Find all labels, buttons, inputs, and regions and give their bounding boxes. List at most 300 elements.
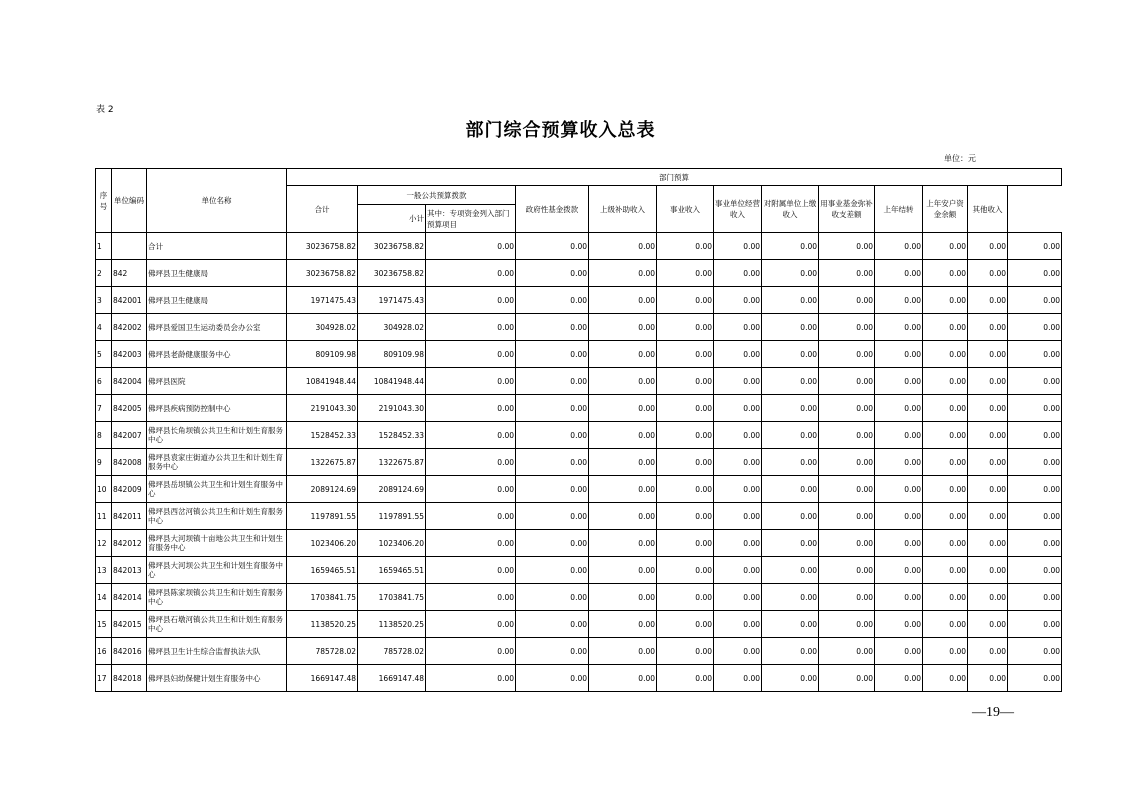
row-unit-name: 佛坪县石墩河镇公共卫生和计划生育服务中心 — [147, 611, 287, 638]
row-code: 842 — [112, 260, 147, 287]
row-amount: 1528452.33 — [287, 422, 358, 449]
row-seq: 4 — [96, 314, 112, 341]
row-seq: 14 — [96, 584, 112, 611]
row-amount: 0.00 — [923, 368, 968, 395]
row-amount: 0.00 — [968, 422, 1008, 449]
row-amount: 0.00 — [875, 530, 923, 557]
header-dept-budget: 部门预算 — [287, 169, 1062, 186]
row-code: 842005 — [112, 395, 147, 422]
header-general-budget: 一般公共预算拨款 — [358, 186, 516, 205]
row-amount: 0.00 — [875, 422, 923, 449]
row-amount: 0.00 — [819, 368, 875, 395]
row-amount: 0.00 — [714, 368, 762, 395]
row-amount: 0.00 — [657, 584, 714, 611]
row-amount: 0.00 — [657, 638, 714, 665]
row-amount: 0.00 — [762, 260, 819, 287]
row-amount: 0.00 — [1008, 557, 1062, 584]
row-amount: 0.00 — [714, 476, 762, 503]
row-amount: 0.00 — [589, 557, 657, 584]
row-amount: 0.00 — [516, 665, 589, 692]
row-amount: 0.00 — [714, 449, 762, 476]
row-special-fund: 0.00 — [426, 503, 516, 530]
row-amount: 0.00 — [657, 503, 714, 530]
row-amount: 0.00 — [589, 395, 657, 422]
row-amount: 0.00 — [589, 287, 657, 314]
row-amount: 2089124.69 — [358, 476, 426, 503]
row-amount: 0.00 — [968, 368, 1008, 395]
table-row — [96, 638, 1062, 665]
row-amount: 0.00 — [923, 341, 968, 368]
row-amount: 0.00 — [516, 287, 589, 314]
row-amount: 0.00 — [875, 395, 923, 422]
row-amount: 0.00 — [923, 638, 968, 665]
row-amount: 0.00 — [516, 368, 589, 395]
row-amount: 0.00 — [714, 260, 762, 287]
row-amount: 0.00 — [714, 287, 762, 314]
row-special-fund: 0.00 — [426, 395, 516, 422]
row-amount: 0.00 — [762, 638, 819, 665]
row-amount: 1703841.75 — [287, 584, 358, 611]
row-amount: 304928.02 — [358, 314, 426, 341]
row-amount: 0.00 — [968, 395, 1008, 422]
row-amount: 2191043.30 — [287, 395, 358, 422]
header-operating-income: 事业单位经营收入 — [714, 186, 762, 233]
row-special-fund: 0.00 — [426, 611, 516, 638]
row-amount: 0.00 — [762, 611, 819, 638]
row-amount: 0.00 — [657, 530, 714, 557]
row-amount: 0.00 — [714, 665, 762, 692]
row-amount: 0.00 — [657, 611, 714, 638]
row-amount: 0.00 — [1008, 260, 1062, 287]
row-amount: 0.00 — [1008, 368, 1062, 395]
row-amount: 30236758.82 — [287, 233, 358, 260]
row-seq: 13 — [96, 557, 112, 584]
row-amount: 0.00 — [968, 557, 1008, 584]
row-unit-name: 佛坪县岳坝镇公共卫生和计划生育服务中心 — [147, 476, 287, 503]
row-amount: 0.00 — [968, 665, 1008, 692]
table-row — [96, 476, 1062, 503]
row-amount: 0.00 — [762, 422, 819, 449]
row-amount: 0.00 — [968, 449, 1008, 476]
row-amount: 0.00 — [1008, 584, 1062, 611]
row-amount: 10841948.44 — [287, 368, 358, 395]
table-row — [96, 341, 1062, 368]
row-amount: 0.00 — [968, 584, 1008, 611]
row-amount: 30236758.82 — [358, 233, 426, 260]
header-gov-fund: 政府性基金拨款 — [516, 186, 589, 233]
row-amount: 0.00 — [819, 314, 875, 341]
row-amount: 809109.98 — [358, 341, 426, 368]
row-amount: 0.00 — [714, 530, 762, 557]
row-amount: 0.00 — [589, 368, 657, 395]
row-amount: 0.00 — [714, 557, 762, 584]
row-amount: 0.00 — [968, 611, 1008, 638]
row-amount: 0.00 — [819, 530, 875, 557]
row-amount: 0.00 — [968, 638, 1008, 665]
row-special-fund: 0.00 — [426, 260, 516, 287]
row-amount: 0.00 — [968, 233, 1008, 260]
row-amount: 0.00 — [762, 233, 819, 260]
header-code: 单位编码 — [112, 169, 147, 233]
row-amount: 0.00 — [968, 314, 1008, 341]
row-seq: 17 — [96, 665, 112, 692]
row-unit-name: 佛坪县疾病预防控制中心 — [147, 395, 287, 422]
row-amount: 0.00 — [657, 449, 714, 476]
row-seq: 16 — [96, 638, 112, 665]
row-seq: 10 — [96, 476, 112, 503]
row-amount: 0.00 — [714, 314, 762, 341]
row-amount: 30236758.82 — [358, 260, 426, 287]
row-amount: 0.00 — [875, 638, 923, 665]
row-unit-name: 合计 — [147, 233, 287, 260]
row-amount: 0.00 — [516, 476, 589, 503]
row-amount: 0.00 — [714, 584, 762, 611]
row-seq: 1 — [96, 233, 112, 260]
row-amount: 0.00 — [923, 287, 968, 314]
header-total: 合计 — [287, 186, 358, 233]
row-unit-name: 佛坪县医院 — [147, 368, 287, 395]
row-amount: 30236758.82 — [287, 260, 358, 287]
row-amount: 0.00 — [875, 449, 923, 476]
row-amount: 0.00 — [714, 422, 762, 449]
row-amount: 0.00 — [1008, 449, 1062, 476]
row-amount: 809109.98 — [287, 341, 358, 368]
unit-label: 单位：元 — [944, 154, 976, 163]
row-amount: 0.00 — [657, 260, 714, 287]
row-amount: 0.00 — [923, 314, 968, 341]
row-amount: 0.00 — [875, 287, 923, 314]
row-special-fund: 0.00 — [426, 287, 516, 314]
table-row — [96, 584, 1062, 611]
row-amount: 0.00 — [516, 449, 589, 476]
table-row — [96, 368, 1062, 395]
row-amount: 0.00 — [589, 314, 657, 341]
row-special-fund: 0.00 — [426, 476, 516, 503]
row-amount: 0.00 — [762, 665, 819, 692]
row-amount: 304928.02 — [287, 314, 358, 341]
header-other-income: 其他收入 — [968, 186, 1008, 233]
row-code: 842007 — [112, 422, 147, 449]
row-amount: 0.00 — [875, 314, 923, 341]
row-seq: 6 — [96, 368, 112, 395]
row-unit-name: 佛坪县袁家庄街道办公共卫生和计划生育服务中心 — [147, 449, 287, 476]
table-row — [96, 503, 1062, 530]
row-amount: 0.00 — [1008, 233, 1062, 260]
row-amount: 0.00 — [516, 503, 589, 530]
table-number: 表 2 — [96, 105, 114, 115]
row-amount: 0.00 — [762, 287, 819, 314]
row-amount: 0.00 — [762, 584, 819, 611]
row-amount: 0.00 — [819, 287, 875, 314]
row-amount: 0.00 — [1008, 611, 1062, 638]
table-row — [96, 233, 1062, 260]
row-amount: 0.00 — [657, 368, 714, 395]
row-amount: 0.00 — [714, 395, 762, 422]
row-amount: 1322675.87 — [358, 449, 426, 476]
row-special-fund: 0.00 — [426, 638, 516, 665]
row-code: 842011 — [112, 503, 147, 530]
row-amount: 0.00 — [819, 260, 875, 287]
row-unit-name: 佛坪县大河坝公共卫生和计划生育服务中心 — [147, 557, 287, 584]
header-seq: 序号 — [96, 169, 112, 233]
row-amount: 1669147.48 — [287, 665, 358, 692]
row-amount: 0.00 — [968, 476, 1008, 503]
row-amount: 0.00 — [657, 287, 714, 314]
row-amount: 0.00 — [657, 233, 714, 260]
row-amount: 0.00 — [1008, 530, 1062, 557]
table-row — [96, 395, 1062, 422]
row-unit-name: 佛坪县爱国卫生运动委员会办公室 — [147, 314, 287, 341]
row-amount: 2191043.30 — [358, 395, 426, 422]
row-amount: 0.00 — [1008, 395, 1062, 422]
row-amount: 0.00 — [968, 260, 1008, 287]
row-amount: 1197891.55 — [358, 503, 426, 530]
row-amount: 0.00 — [875, 611, 923, 638]
table-row — [96, 557, 1062, 584]
header-subtotal: 小计 — [358, 205, 426, 233]
row-amount: 0.00 — [589, 422, 657, 449]
row-special-fund: 0.00 — [426, 233, 516, 260]
row-amount: 0.00 — [714, 503, 762, 530]
row-amount: 0.00 — [589, 638, 657, 665]
row-amount: 0.00 — [819, 233, 875, 260]
row-amount: 0.00 — [923, 665, 968, 692]
row-amount: 0.00 — [923, 476, 968, 503]
table-row — [96, 530, 1062, 557]
row-amount: 0.00 — [589, 665, 657, 692]
row-amount: 0.00 — [589, 530, 657, 557]
row-special-fund: 0.00 — [426, 584, 516, 611]
row-code: 842014 — [112, 584, 147, 611]
row-amount: 0.00 — [875, 584, 923, 611]
row-code: 842013 — [112, 557, 147, 584]
row-amount: 0.00 — [875, 233, 923, 260]
row-seq: 12 — [96, 530, 112, 557]
row-amount: 10841948.44 — [358, 368, 426, 395]
row-amount: 2089124.69 — [287, 476, 358, 503]
row-code: 842004 — [112, 368, 147, 395]
row-code: 842018 — [112, 665, 147, 692]
row-amount: 0.00 — [923, 584, 968, 611]
header-special-fund: 其中：专项资金列入部门预算项目 — [426, 205, 516, 233]
row-special-fund: 0.00 — [426, 557, 516, 584]
row-amount: 0.00 — [516, 557, 589, 584]
row-amount: 0.00 — [1008, 314, 1062, 341]
row-amount: 0.00 — [762, 368, 819, 395]
header-name: 单位名称 — [147, 169, 287, 233]
row-amount: 0.00 — [714, 638, 762, 665]
row-amount: 1659465.51 — [287, 557, 358, 584]
row-amount: 0.00 — [968, 530, 1008, 557]
row-amount: 0.00 — [657, 665, 714, 692]
row-seq: 11 — [96, 503, 112, 530]
row-amount: 0.00 — [714, 233, 762, 260]
table-row — [96, 449, 1062, 476]
row-amount: 0.00 — [589, 233, 657, 260]
row-code — [112, 233, 147, 260]
row-unit-name: 佛坪县西岔河镇公共卫生和计划生育服务中心 — [147, 503, 287, 530]
row-amount: 0.00 — [657, 557, 714, 584]
header-carryover: 上年结转 — [875, 186, 923, 233]
row-amount: 1669147.48 — [358, 665, 426, 692]
row-amount: 0.00 — [762, 449, 819, 476]
row-amount: 0.00 — [923, 503, 968, 530]
row-amount: 0.00 — [923, 422, 968, 449]
row-amount: 0.00 — [923, 449, 968, 476]
row-amount: 0.00 — [819, 395, 875, 422]
row-amount: 0.00 — [516, 341, 589, 368]
row-amount: 1023406.20 — [358, 530, 426, 557]
row-amount: 0.00 — [516, 260, 589, 287]
row-amount: 1138520.25 — [287, 611, 358, 638]
row-amount: 0.00 — [819, 449, 875, 476]
row-unit-name: 佛坪县卫生计生综合监督执法大队 — [147, 638, 287, 665]
table-row — [96, 260, 1062, 287]
row-amount: 0.00 — [589, 341, 657, 368]
row-amount: 0.00 — [923, 611, 968, 638]
page-number: —19— — [972, 705, 1014, 720]
row-code: 842001 — [112, 287, 147, 314]
row-amount: 0.00 — [1008, 422, 1062, 449]
row-amount: 0.00 — [516, 422, 589, 449]
row-amount: 0.00 — [875, 260, 923, 287]
row-amount: 0.00 — [923, 395, 968, 422]
header-fund-make-up: 用事业基金弥补收支差额 — [819, 186, 875, 233]
row-amount: 0.00 — [657, 422, 714, 449]
row-special-fund: 0.00 — [426, 422, 516, 449]
row-amount: 0.00 — [516, 395, 589, 422]
row-amount: 1659465.51 — [358, 557, 426, 584]
row-amount: 0.00 — [875, 368, 923, 395]
row-special-fund: 0.00 — [426, 368, 516, 395]
row-seq: 9 — [96, 449, 112, 476]
row-unit-name: 佛坪县卫生健康局 — [147, 260, 287, 287]
table-row — [96, 611, 1062, 638]
row-amount: 1703841.75 — [358, 584, 426, 611]
row-amount: 0.00 — [657, 476, 714, 503]
row-code: 842002 — [112, 314, 147, 341]
row-amount: 0.00 — [589, 584, 657, 611]
row-seq: 5 — [96, 341, 112, 368]
row-amount: 0.00 — [875, 476, 923, 503]
row-code: 842003 — [112, 341, 147, 368]
row-amount: 0.00 — [589, 260, 657, 287]
row-amount: 0.00 — [762, 341, 819, 368]
row-amount: 0.00 — [1008, 341, 1062, 368]
row-amount: 0.00 — [762, 476, 819, 503]
row-amount: 0.00 — [923, 260, 968, 287]
row-amount: 0.00 — [657, 314, 714, 341]
row-amount: 0.00 — [516, 233, 589, 260]
row-amount: 0.00 — [819, 557, 875, 584]
row-amount: 785728.02 — [358, 638, 426, 665]
row-amount: 0.00 — [1008, 665, 1062, 692]
row-amount: 1322675.87 — [287, 449, 358, 476]
header-business-income: 事业收入 — [657, 186, 714, 233]
row-amount: 785728.02 — [287, 638, 358, 665]
table-row — [96, 422, 1062, 449]
row-amount: 0.00 — [589, 611, 657, 638]
row-unit-name: 佛坪县长角坝镇公共卫生和计划生育服务中心 — [147, 422, 287, 449]
row-amount: 1023406.20 — [287, 530, 358, 557]
row-seq: 7 — [96, 395, 112, 422]
row-amount: 0.00 — [589, 503, 657, 530]
row-code: 842009 — [112, 476, 147, 503]
row-amount: 0.00 — [819, 638, 875, 665]
row-unit-name: 佛坪县妇幼保健计划生育服务中心 — [147, 665, 287, 692]
row-amount: 0.00 — [968, 287, 1008, 314]
row-special-fund: 0.00 — [426, 341, 516, 368]
row-amount: 0.00 — [516, 530, 589, 557]
header-affiliate-income: 对附属单位上缴收入 — [762, 186, 819, 233]
row-amount: 0.00 — [714, 611, 762, 638]
row-unit-name: 佛坪县大河坝镇十亩地公共卫生和计划生育服务中心 — [147, 530, 287, 557]
row-amount: 0.00 — [589, 476, 657, 503]
row-amount: 0.00 — [657, 395, 714, 422]
row-amount: 1971475.43 — [287, 287, 358, 314]
table-row — [96, 314, 1062, 341]
row-special-fund: 0.00 — [426, 449, 516, 476]
row-amount: 0.00 — [516, 611, 589, 638]
row-amount: 0.00 — [968, 341, 1008, 368]
row-amount: 0.00 — [516, 638, 589, 665]
page-title: 部门综合预算收入总表 — [465, 120, 656, 141]
row-amount: 0.00 — [819, 584, 875, 611]
table-row — [96, 287, 1062, 314]
budget-table — [95, 168, 1062, 692]
row-amount: 0.00 — [875, 665, 923, 692]
header-superior-subsidy: 上级补助收入 — [589, 186, 657, 233]
row-code: 842015 — [112, 611, 147, 638]
row-amount: 1138520.25 — [358, 611, 426, 638]
row-amount: 0.00 — [1008, 287, 1062, 314]
row-amount: 0.00 — [762, 314, 819, 341]
header-unallocated-fund: 上年安户资金余额 — [923, 186, 968, 233]
row-amount: 0.00 — [762, 557, 819, 584]
row-seq: 8 — [96, 422, 112, 449]
row-amount: 0.00 — [875, 503, 923, 530]
row-amount: 1197891.55 — [287, 503, 358, 530]
row-seq: 3 — [96, 287, 112, 314]
row-code: 842012 — [112, 530, 147, 557]
row-amount: 0.00 — [1008, 638, 1062, 665]
row-amount: 0.00 — [819, 422, 875, 449]
row-seq: 15 — [96, 611, 112, 638]
row-special-fund: 0.00 — [426, 314, 516, 341]
row-amount: 0.00 — [819, 503, 875, 530]
row-special-fund: 0.00 — [426, 665, 516, 692]
row-amount: 0.00 — [589, 449, 657, 476]
row-amount: 0.00 — [1008, 476, 1062, 503]
row-amount: 0.00 — [819, 476, 875, 503]
row-amount: 1528452.33 — [358, 422, 426, 449]
row-amount: 0.00 — [762, 395, 819, 422]
row-amount: 0.00 — [714, 341, 762, 368]
row-unit-name: 佛坪县卫生健康局 — [147, 287, 287, 314]
row-amount: 0.00 — [968, 503, 1008, 530]
row-amount: 0.00 — [875, 341, 923, 368]
row-special-fund: 0.00 — [426, 530, 516, 557]
row-amount: 0.00 — [819, 611, 875, 638]
row-amount: 0.00 — [657, 341, 714, 368]
table-row — [96, 665, 1062, 692]
row-amount: 1971475.43 — [358, 287, 426, 314]
row-amount: 0.00 — [762, 530, 819, 557]
row-amount: 0.00 — [819, 341, 875, 368]
row-amount: 0.00 — [1008, 503, 1062, 530]
row-amount: 0.00 — [923, 530, 968, 557]
row-unit-name: 佛坪县陈家坝镇公共卫生和计划生育服务中心 — [147, 584, 287, 611]
